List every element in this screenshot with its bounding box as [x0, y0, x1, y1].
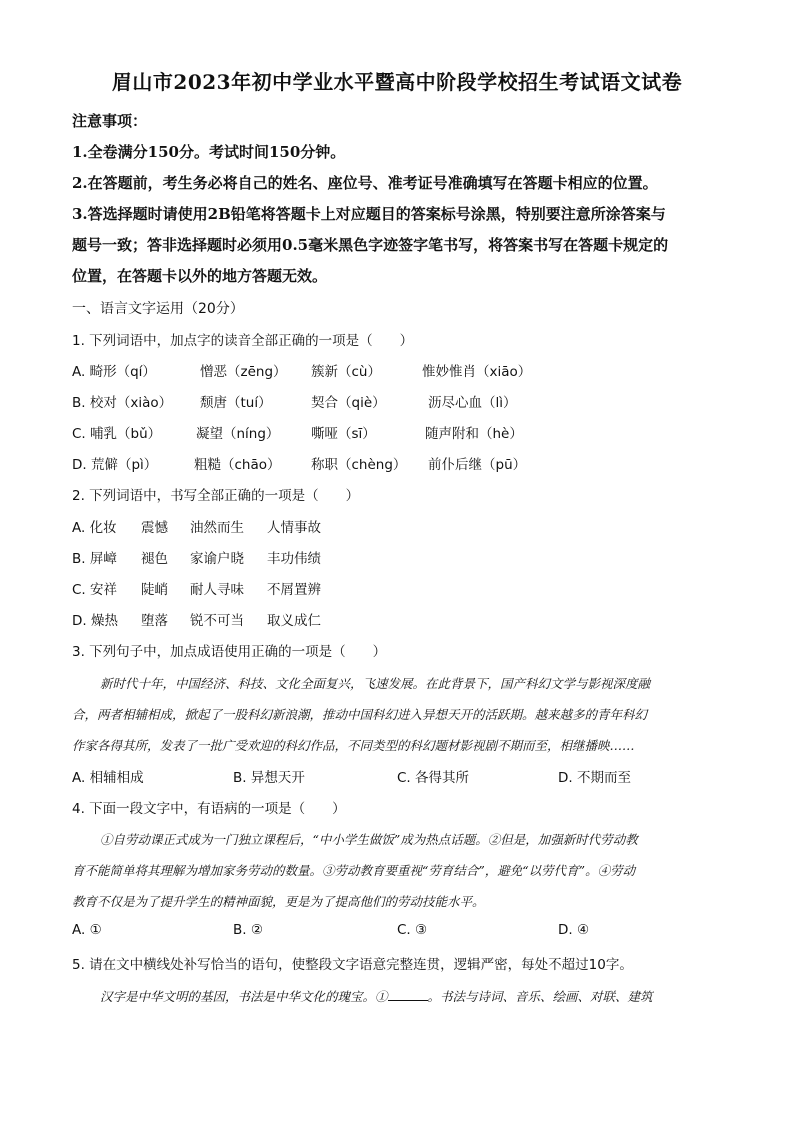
q1-option-d-4: 前仆后继（pū）	[428, 457, 527, 473]
q3-option-b: B. 异想天开	[233, 770, 305, 786]
q4-option-a: A. ①	[72, 922, 102, 938]
notice-heading: 注意事项：	[72, 112, 148, 130]
q2-option-c-3: 耐人寻味	[190, 582, 244, 598]
q4-stem: 4. 下面一段文字中，有语病的一项是（ ）	[72, 801, 346, 817]
q1-option-b-1: B. 校对（xiào）	[72, 395, 173, 411]
q1-option-d-1: D. 荒僻（pì）	[72, 457, 158, 473]
q2-option-d-1: D. 燥热	[72, 613, 118, 629]
q1-option-c-4: 随声附和（hè）	[425, 426, 523, 442]
notice-item-3-line-2: 题号一致；答非选择题时必须用0.5毫米黑色字迹签字笔书写，将答案书写在答题卡规定的	[72, 236, 669, 254]
q1-option-c-2: 凝望（níng）	[196, 426, 280, 442]
q2-option-a-3: 油然而生	[190, 520, 244, 536]
q1-option-b-4: 沥尽心血（lì）	[428, 395, 517, 411]
q5-stem: 5. 请在文中横线处补写恰当的语句，使整段文字语意完整连贯，逻辑严密，每处不超过10字。	[72, 957, 633, 973]
q5-passage-after: 。书法与诗词、音乐、绘画、对联、建筑	[427, 989, 653, 1004]
q2-option-c-2: 陡峭	[141, 582, 168, 598]
notice-item-1: 1.全卷满分150分。考试时间150分钟。	[72, 143, 346, 161]
q2-option-c-4: 不屑置辨	[267, 582, 321, 598]
q3-option-d: D. 不期而至	[558, 770, 631, 786]
q2-option-b-3: 家谕户晓	[190, 551, 244, 567]
q2-option-a-2: 震憾	[141, 520, 168, 536]
q2-option-c-1: C. 安祥	[72, 582, 118, 598]
q1-option-d-2: 粗糙（chāo）	[194, 457, 281, 473]
q2-option-d-2: 堕落	[141, 613, 168, 629]
q2-stem: 2. 下列词语中，书写全部正确的一项是（ ）	[72, 488, 360, 504]
q2-option-d-4: 取义成仁	[267, 613, 321, 629]
q1-stem: 1. 下列词语中，加点字的读音全部正确的一项是（ ）	[72, 333, 414, 349]
q4-passage-line-1: ①自劳动课正式成为一门独立课程后，“中小学生做饭”成为热点话题。②但是，加强新时代劳动教	[100, 832, 638, 847]
q3-passage-line-3: 作家各得其所，发表了一批广受欢迎的科幻作品，不同类型的科幻题材影视剧不期而至，相继播映……	[72, 738, 635, 753]
q1-option-a-4: 惟妙惟肖（xiāo）	[422, 364, 532, 380]
q2-option-b-2: 褪色	[141, 551, 168, 567]
q4-option-b: B. ②	[233, 922, 263, 938]
q1-option-b-3: 契合（qiè）	[311, 395, 386, 411]
q5-passage-before: 汉字是中华文明的基因，书法是中华文化的瑰宝。①	[100, 989, 388, 1004]
section-heading: 一、语言文字运用（20分）	[72, 301, 244, 317]
q5-blank-1[interactable]	[388, 988, 428, 1001]
q4-option-d: D. ④	[558, 922, 590, 938]
notice-item-3-line-1: 3.答选择题时请使用2B铅笔将答题卡上对应题目的答案标号涂黑，特别要注意所涂答案与	[72, 205, 666, 223]
q2-option-b-4: 丰功伟绩	[267, 551, 321, 567]
q1-option-b-2: 颓唐（tuí）	[200, 395, 272, 411]
q2-option-d-3: 锐不可当	[190, 613, 244, 629]
q3-option-c: C. 各得其所	[397, 770, 470, 786]
notice-item-3-line-3: 位置，在答题卡以外的地方答题无效。	[72, 267, 328, 285]
q3-passage-line-2: 合，两者相辅相成，掀起了一股科幻新浪潮，推动中国科幻进入异想天开的活跃期。越来越多的青年科幻	[72, 707, 648, 722]
exam-title: 眉山市2023年初中学业水平暨高中阶段学校招生考试语文试卷	[111, 70, 683, 94]
q4-passage-line-2: 育不能简单将其理解为增加家务劳动的数量。③劳动教育要重视“劳育结合”，避免“以劳代育”。④劳动	[72, 863, 636, 878]
q3-option-a: A. 相辅相成	[72, 770, 144, 786]
q1-option-a-1: A. 畸形（qí）	[72, 364, 156, 380]
q4-option-c: C. ③	[397, 922, 428, 938]
q1-option-d-3: 称职（chèng）	[311, 457, 407, 473]
q2-option-a-1: A. 化妆	[72, 520, 117, 536]
q3-passage-line-1: 新时代十年，中国经济、科技、文化全面复兴，飞速发展。在此背景下，国产科幻文学与影视深度融	[100, 676, 651, 691]
q3-stem: 3. 下列句子中，加点成语使用正确的一项是（ ）	[72, 644, 387, 660]
notice-item-2: 2.在答题前，考生务必将自己的姓名、座位号、准考证号准确填写在答题卡相应的位置。	[72, 174, 658, 192]
q5-passage	[100, 987, 653, 1005]
q1-option-a-3: 簇新（cù）	[311, 364, 381, 380]
q1-option-c-1: C. 哺乳（bǔ）	[72, 426, 162, 442]
q1-option-a-2: 憎恶（zēng）	[200, 364, 287, 380]
q2-option-a-4: 人情事故	[267, 520, 321, 536]
q1-option-c-3: 嘶哑（sī）	[311, 426, 376, 442]
q2-option-b-1: B. 屏嶂	[72, 551, 117, 567]
q4-passage-line-3: 教育不仅是为了提升学生的精神面貌，更是为了提高他们的劳动技能水平。	[72, 894, 485, 909]
